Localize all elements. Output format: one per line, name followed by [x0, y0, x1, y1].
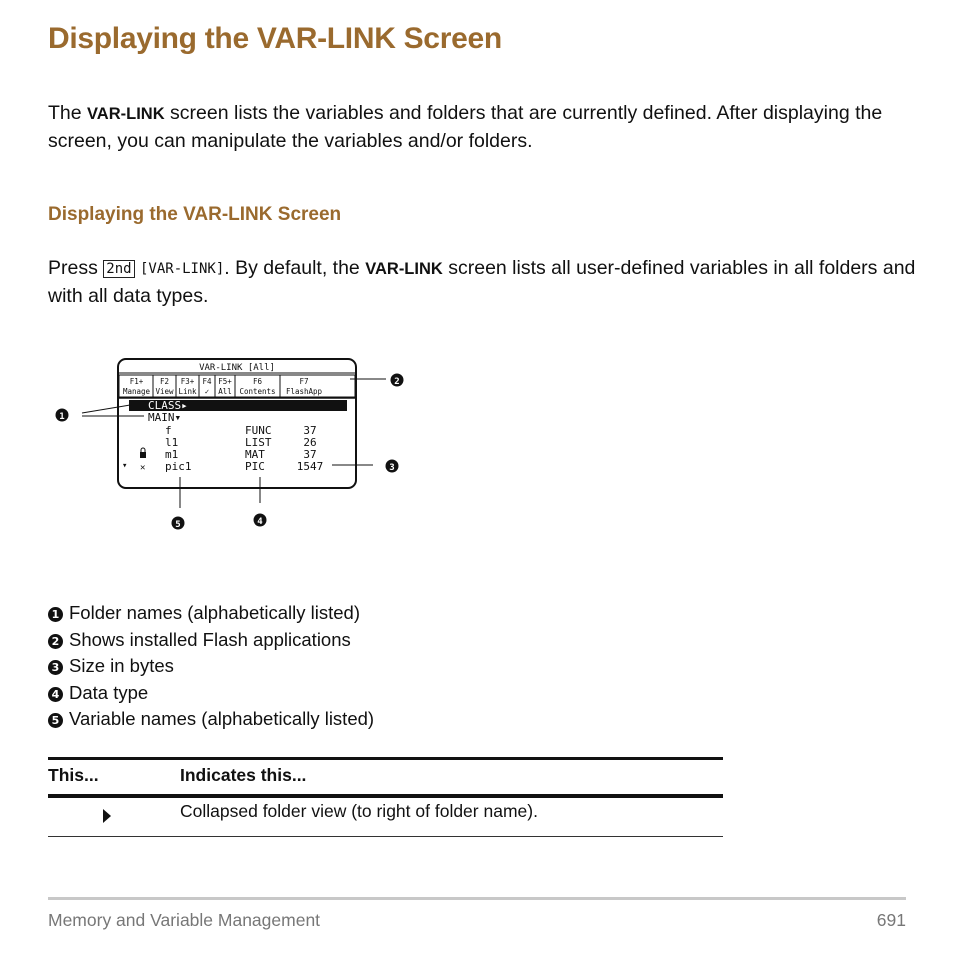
variable-size: 26 [303, 436, 317, 449]
toolbar-label-6: Contents [239, 387, 276, 396]
key-var-link: [VAR-LINK] [139, 261, 225, 277]
variable-name: pic1 [165, 460, 192, 473]
legend-text: Shows installed Flash applications [69, 628, 351, 650]
legend-text: Variable names (alphabetically listed) [69, 708, 375, 729]
table-header-indicates: Indicates this... [180, 765, 307, 785]
table-header-this: This... [48, 765, 99, 785]
toolbar-key-4: F4 [202, 377, 212, 386]
callout-1-label: 1 [59, 412, 65, 422]
right-triangle-icon [101, 808, 113, 824]
table-bottom-rule [48, 836, 723, 837]
legend-item [48, 627, 374, 654]
legend-num: 3 [48, 660, 63, 675]
callout-5-label: 5 [175, 520, 181, 530]
callout-3-label: 3 [389, 463, 395, 473]
variable-name: l1 [165, 436, 179, 449]
page-number: 691 [876, 910, 906, 930]
legend-item [48, 600, 374, 627]
legend-item [48, 706, 374, 733]
table-row-text: Collapsed folder view (to right of folder name). [180, 801, 538, 821]
callout-4-label: 4 [257, 517, 263, 527]
toolbar-label-2: View [155, 387, 174, 396]
archive-icon: ✕ [140, 463, 146, 473]
legend-text: Folder names (alphabetically listed) [69, 602, 360, 623]
toolbar-label-1: Manage [122, 387, 151, 396]
section-heading: Displaying the VAR-LINK Screen [48, 204, 342, 225]
toolbar-key-6: F6 [252, 377, 263, 386]
legend-item [48, 653, 374, 680]
table-top-rule [48, 757, 723, 760]
toolbar-label-4: ✓ [204, 387, 210, 396]
variable-type: PIC [245, 460, 265, 473]
press-bold: VAR-LINK [365, 260, 443, 278]
variable-name: f [165, 424, 172, 437]
variable-name: m1 [165, 448, 179, 461]
toolbar-key-1: F1+ [129, 377, 144, 386]
screen-title: VAR-LINK [All] [199, 363, 275, 373]
legend-num: 1 [48, 607, 63, 622]
legend-num: 5 [48, 713, 63, 728]
folder-class: CLASS▸ [148, 399, 188, 412]
toolbar-key-7: F7 [299, 377, 309, 386]
footer-section-title: Memory and Variable Management [48, 910, 321, 930]
legend-item [48, 680, 374, 707]
legend-num: 2 [48, 634, 63, 649]
var-link-screen-figure [40, 350, 420, 540]
intro-text-1: The [48, 102, 88, 124]
scroll-down-icon: ▾ [122, 461, 128, 471]
variable-size: 1547 [296, 460, 324, 473]
variable-type: FUNC [245, 424, 272, 437]
toolbar-label-5: All [218, 387, 232, 396]
legend-text: Data type [69, 681, 149, 703]
footer-rule [48, 897, 906, 900]
table-header-rule [48, 794, 723, 798]
press-text-2: . By default, the [224, 257, 366, 279]
legend-text: Size in bytes [69, 655, 174, 676]
variable-size: 37 [303, 448, 317, 461]
intro-bold: VAR-LINK [87, 105, 165, 123]
toolbar-label-3: Link [178, 387, 197, 396]
legend-num: 4 [48, 687, 63, 702]
page-title: Displaying the VAR-LINK Screen [48, 22, 502, 55]
toolbar-key-3: F3+ [180, 377, 195, 386]
variable-type: MAT [245, 448, 265, 461]
variable-size: 37 [303, 424, 317, 437]
key-2nd: 2nd [103, 260, 134, 278]
press-text-3: screen lists all user-defined variables in all folders and with all data types. [48, 257, 916, 307]
callout-legend [48, 600, 374, 733]
intro-text-2: screen lists the variables and folders that are currently defined. After displaying the screen, you can manipulate the variables and/or folders. [48, 102, 883, 152]
toolbar-key-5: F5+ [218, 377, 232, 386]
folder-main: MAIN▾ [148, 411, 182, 424]
toolbar-label-7: FlashApp [285, 387, 323, 396]
variable-type: LIST [245, 436, 272, 449]
press-text-1: Press [48, 257, 104, 279]
toolbar-key-2: F2 [159, 377, 170, 386]
press-paragraph [48, 255, 918, 310]
callout-2-label: 2 [394, 377, 400, 387]
intro-paragraph [48, 100, 908, 155]
